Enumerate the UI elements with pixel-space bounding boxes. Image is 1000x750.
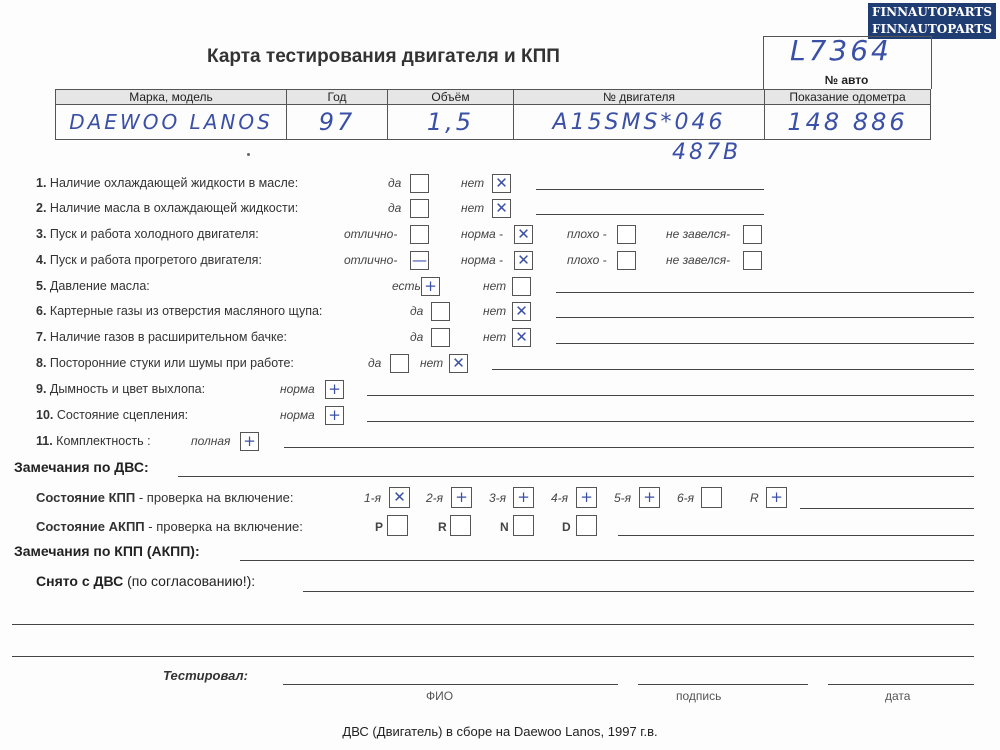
option-label: плохо -: [567, 253, 607, 267]
item-label: Давление масла:: [49, 279, 150, 293]
akpp-line[interactable]: [618, 535, 974, 536]
akpp-row-label: [36, 519, 303, 534]
akpp-gear-label: N: [500, 520, 509, 534]
kpp-gear-checkbox[interactable]: [701, 487, 722, 508]
removed-paren: (по согласованию!):: [127, 573, 256, 589]
remarks-kpp-line[interactable]: [240, 560, 974, 561]
col-year: Год: [287, 90, 388, 105]
remarks-engine-line[interactable]: [178, 476, 974, 477]
option-label: норма -: [461, 253, 504, 267]
removed-line[interactable]: [303, 591, 974, 592]
option-label: да: [410, 304, 424, 318]
option-checkbox[interactable]: [390, 354, 409, 373]
option-checkbox[interactable]: [617, 251, 636, 270]
option-label: норма: [280, 382, 315, 396]
date-caption: дата: [885, 689, 911, 703]
item-row-11: [36, 434, 151, 448]
kpp-gear-label: 6-я: [677, 491, 695, 505]
kpp-gear-checkbox[interactable]: +: [451, 487, 472, 508]
item-label: Состояние сцепления:: [56, 408, 189, 422]
option-label: полная: [191, 434, 231, 448]
option-checkbox[interactable]: [410, 225, 429, 244]
item-label: Посторонние стуки или шумы при работе:: [49, 356, 294, 370]
item-notes-line[interactable]: [492, 369, 974, 370]
item-label: Пуск и работа холодного двигателя:: [49, 227, 259, 241]
option-label: отлично-: [344, 227, 398, 241]
remarks-engine-label: Замечания по ДВС:: [14, 459, 149, 475]
item-label: Комплектность :: [56, 434, 151, 448]
akpp-label: Состояние АКПП: [36, 519, 145, 534]
col-volume: Объём: [388, 90, 514, 105]
option-checkbox[interactable]: [512, 277, 531, 296]
item-notes-line[interactable]: [536, 214, 764, 215]
option-checkbox[interactable]: [431, 328, 450, 347]
extra-line-2[interactable]: [12, 656, 974, 657]
value-make-model: DAEWOO LANOS: [56, 105, 287, 140]
option-checkbox[interactable]: [743, 251, 762, 270]
kpp-row-label: [36, 490, 293, 505]
page-title: Карта тестирования двигателя и КПП: [207, 46, 560, 67]
item-number: 1.: [36, 176, 47, 190]
item-number: 11.: [36, 434, 53, 448]
logo-line-2: FINNAUTOPARTS: [871, 22, 993, 36]
value-engine-number: A15SMS*046: [514, 105, 765, 140]
option-label: нет: [461, 176, 485, 190]
kpp-gear-label: 2-я: [426, 491, 444, 505]
akpp-desc: - проверка на включение:: [144, 519, 303, 534]
option-checkbox[interactable]: ✕: [512, 302, 531, 321]
kpp-gear-label: 3-я: [489, 491, 507, 505]
option-checkbox[interactable]: —: [412, 251, 427, 269]
option-label: да: [388, 201, 402, 215]
option-label: есть: [392, 279, 421, 293]
item-row-1: [36, 176, 298, 190]
item-notes-line[interactable]: [536, 189, 764, 190]
akpp-gear-checkbox[interactable]: [576, 515, 597, 536]
item-number: 7.: [36, 330, 47, 344]
removed-row: [36, 573, 255, 589]
akpp-gear-checkbox[interactable]: [450, 515, 471, 536]
fio-caption: ФИО: [426, 689, 454, 703]
option-label: нет: [461, 201, 485, 215]
item-notes-line[interactable]: [556, 317, 974, 318]
option-label: да: [410, 330, 424, 344]
item-row-7: [36, 330, 287, 344]
item-number: 2.: [36, 201, 47, 215]
item-row-10: [36, 408, 188, 422]
option-checkbox[interactable]: ✕: [449, 354, 468, 373]
image-caption: ДВС (Двигатель) в сборе на Daewoo Lanos, 1997 г.в.: [342, 724, 658, 739]
option-checkbox[interactable]: +: [421, 277, 440, 296]
akpp-gear-checkbox[interactable]: [387, 515, 408, 536]
kpp-gear-label: 1-я: [364, 491, 382, 505]
kpp-line[interactable]: [800, 508, 974, 509]
car-number-value: L7364: [790, 34, 892, 67]
option-label: да: [388, 176, 402, 190]
item-row-3: [36, 227, 259, 241]
col-make-model: Марка, модель: [56, 90, 287, 105]
option-checkbox[interactable]: [410, 199, 429, 218]
option-label: не завелся-: [666, 227, 731, 241]
akpp-gear-label: D: [562, 520, 571, 534]
option-label: не завелся-: [666, 253, 731, 267]
kpp-gear-checkbox[interactable]: +: [513, 487, 534, 508]
fio-line[interactable]: [283, 684, 618, 685]
akpp-gear-label: R: [438, 520, 447, 534]
option-checkbox[interactable]: +: [325, 380, 344, 399]
signature-caption: подпись: [676, 689, 722, 703]
option-checkbox[interactable]: ✕: [514, 225, 533, 244]
extra-line-1[interactable]: [12, 624, 974, 625]
option-label: нет: [483, 304, 507, 318]
item-row-5: [36, 279, 150, 293]
col-engine-number: № двигателя: [514, 90, 765, 105]
car-number-label: № авто: [824, 73, 869, 87]
item-number: 4.: [36, 253, 47, 267]
col-odometer: Показание одометра: [765, 90, 931, 105]
kpp-gear-label: R: [750, 491, 759, 505]
item-label: Наличие газов в расширительном бачке:: [49, 330, 288, 344]
option-label: нет: [483, 279, 507, 293]
vehicle-info-table: [55, 89, 931, 140]
option-checkbox[interactable]: +: [325, 406, 344, 425]
option-checkbox[interactable]: [431, 302, 450, 321]
item-row-8: [36, 356, 294, 370]
option-checkbox[interactable]: [617, 225, 636, 244]
item-row-4: [36, 253, 262, 267]
value-odometer: 148 886: [765, 105, 931, 140]
option-label: отлично-: [344, 253, 398, 267]
option-checkbox[interactable]: [743, 225, 762, 244]
item-notes-line[interactable]: [367, 395, 974, 396]
removed-label: Снято с ДВС: [36, 573, 124, 589]
option-checkbox[interactable]: ✕: [492, 199, 511, 218]
item-number: 3.: [36, 227, 47, 241]
item-row-6: [36, 304, 322, 318]
signature-line[interactable]: [638, 684, 808, 685]
option-checkbox[interactable]: [410, 174, 429, 193]
item-label: Картерные газы из отверстия масляного щупа:: [49, 304, 323, 318]
item-number: 10.: [36, 408, 54, 422]
item-notes-line[interactable]: [284, 447, 974, 448]
item-number: 5.: [36, 279, 47, 293]
kpp-gear-checkbox[interactable]: +: [766, 487, 787, 508]
item-notes-line[interactable]: [556, 292, 974, 293]
item-number: 8.: [36, 356, 47, 370]
option-label: нет: [420, 356, 444, 370]
item-label: Наличие охлаждающей жидкости в масле:: [49, 176, 299, 190]
logo-line-1: FINNAUTOPARTS: [871, 5, 993, 19]
item-label: Пуск и работа прогретого двигателя:: [49, 253, 262, 267]
item-row-2: [36, 201, 298, 215]
ink-dot: [247, 153, 250, 156]
item-row-9: [36, 382, 205, 396]
akpp-gear-checkbox[interactable]: [513, 515, 534, 536]
value-year: 97: [287, 105, 388, 140]
option-checkbox[interactable]: ✕: [492, 174, 511, 193]
kpp-label: Состояние КПП: [36, 490, 136, 505]
item-label: Наличие масла в охлаждающей жидкости:: [49, 201, 299, 215]
option-checkbox[interactable]: ✕: [512, 328, 531, 347]
date-line[interactable]: [828, 684, 974, 685]
tested-label: Тестировал:: [163, 668, 248, 683]
kpp-gear-label: 5-я: [614, 491, 632, 505]
kpp-gear-checkbox[interactable]: ✕: [389, 487, 410, 508]
item-number: 6.: [36, 304, 47, 318]
option-checkbox[interactable]: ✕: [514, 251, 533, 270]
remarks-kpp-label: Замечания по КПП (АКПП):: [14, 543, 200, 559]
akpp-gear-label: P: [375, 520, 384, 534]
item-notes-line[interactable]: [367, 421, 974, 422]
option-label: плохо -: [567, 227, 607, 241]
kpp-gear-checkbox[interactable]: +: [576, 487, 597, 508]
kpp-gear-label: 4-я: [551, 491, 569, 505]
item-notes-line[interactable]: [556, 343, 974, 344]
option-label: норма: [280, 408, 315, 422]
kpp-gear-checkbox[interactable]: +: [639, 487, 660, 508]
engine-number-extra: 487B: [672, 140, 742, 165]
value-volume: 1,5: [388, 105, 514, 140]
item-number: 9.: [36, 382, 47, 396]
option-checkbox[interactable]: +: [240, 432, 259, 451]
option-label: нет: [483, 330, 507, 344]
item-label: Дымность и цвет выхлопа:: [49, 382, 206, 396]
option-label: норма -: [461, 227, 504, 241]
option-label: да: [368, 356, 382, 370]
kpp-desc: - проверка на включение:: [135, 490, 294, 505]
